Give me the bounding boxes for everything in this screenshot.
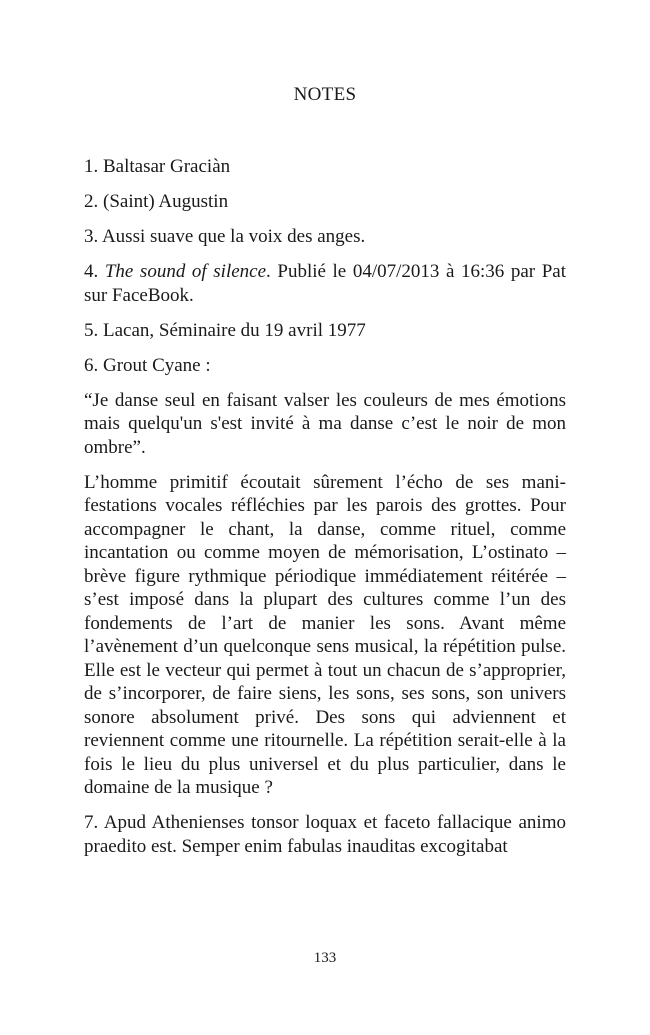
- page-number: 133: [313, 950, 337, 966]
- note-3: 3. Aussi suave que la voix des anges.: [84, 226, 366, 247]
- note-6-paragraph: L’homme primitif écoutait sûrement l’écho de ses mani-festations vocales réfléchies par les parois des grottes. Pour accompagner le chant, la danse, comme rituel, comme incantation ou comme moyen de mémorisation, L’ostinato – brève figure rythmique périodique immédiatement réitérée – s’est imposé dans la plupart des cultures comme l’un des fondements de l’art de manier les sons. Avant même l’avènement d’un quelconque sens musical, la répétition pulse. Elle est le vecteur qui permet à tout un chacun de s’approprier, de s’incorporer, de faire siens, les sons, ses sons, son univers sonore absolument privé. Des sons qui adviennent et reviennent comme une ritournelle. La répétition serait-elle à la fois le lieu du plus universel et du plus particulier, dans le domaine de la musique ?: [84, 471, 566, 798]
- note-4: [84, 260, 566, 307]
- note-5: 5. Lacan, Séminaire du 19 avril 1977: [84, 319, 366, 341]
- note-1: 1. Baltasar Graciàn: [84, 156, 231, 177]
- note-6: 6. Grout Cyane :: [84, 354, 211, 376]
- note-4-italic-title: The sound of silence: [104, 261, 267, 282]
- note-4-rest: . Publié le 04/07/2013 à 16:36 par Pat sur FaceBook.: [84, 261, 567, 306]
- notes-list: [84, 155, 566, 870]
- note-2: 2. (Saint) Augustin: [84, 191, 229, 212]
- note-4-prefix: 4.: [84, 261, 105, 282]
- book-page: [84, 0, 566, 1035]
- page-title: NOTES: [293, 84, 357, 105]
- note-6-quote: “Je danse seul en faisant valser les couleurs de mes émotions mais quelqu'un s'est invité à ma danse c’est le noir de mon ombre”.: [84, 389, 566, 458]
- note-7: 7. Apud Athenienses tonsor loquax et faceto fallacique animo praedito est. Semper enim fabulas inauditas excogitabat: [84, 812, 566, 857]
